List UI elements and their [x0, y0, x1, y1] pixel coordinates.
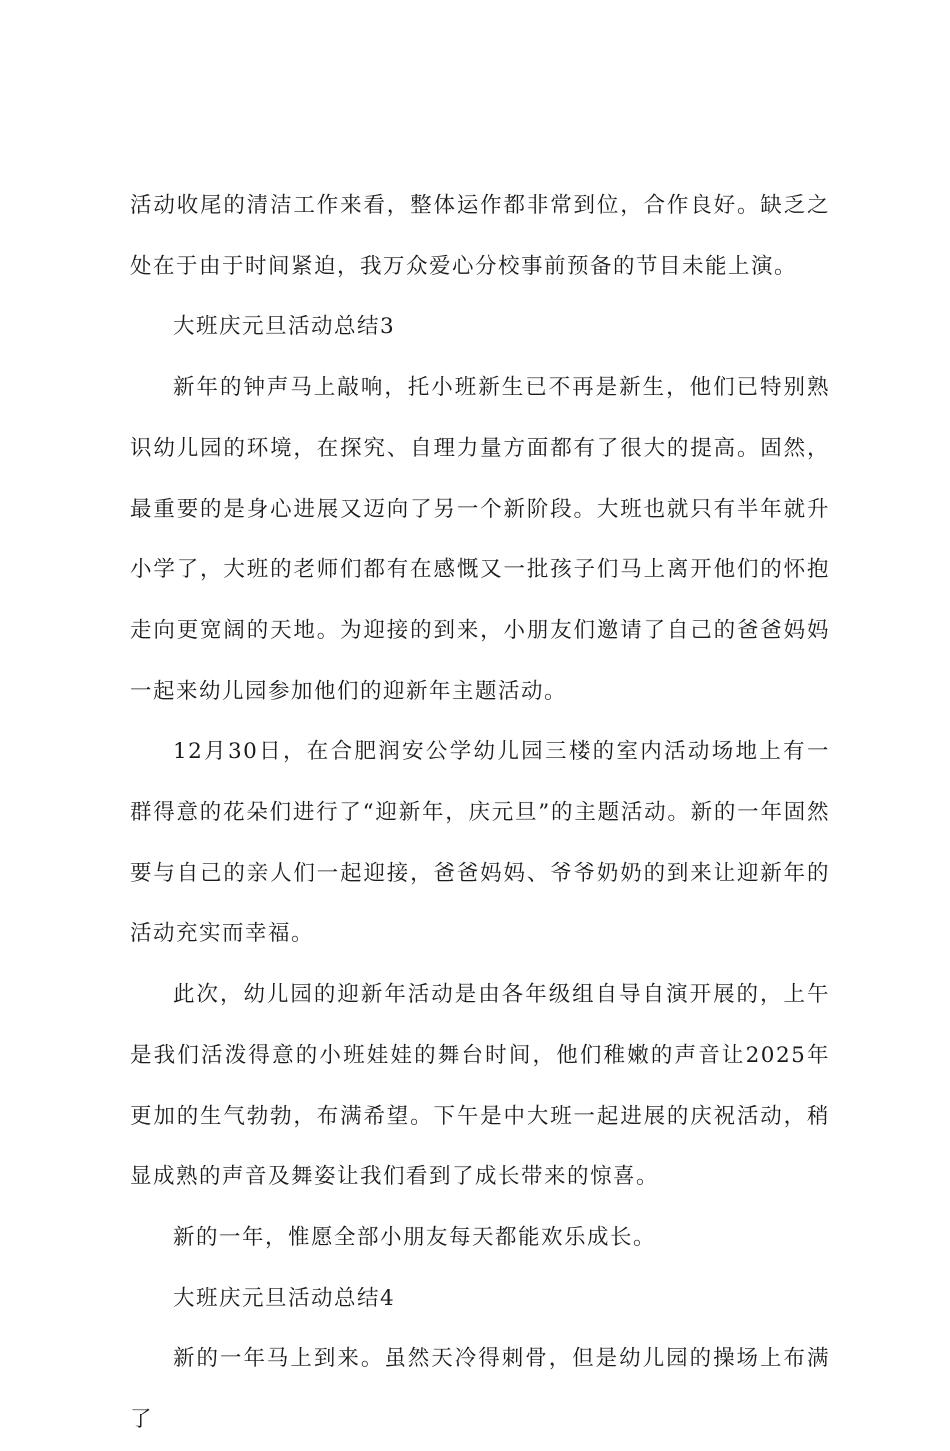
paragraph-december-30: 12月30日，在合肥润安公学幼儿园三楼的室内活动场地上有一群得意的花朵们进行了“迎新年，庆元旦”的主题活动。新的一年固然要与自己的亲人们一起迎接，爸爸妈妈、爷爷奶奶的到来让迎新年的活动充实而幸福。: [130, 739, 830, 947]
paragraph-continued: 活动收尾的清洁工作来看，整体运作都非常到位，合作良好。缺乏之处在于由于时间紧迫，我万众爱心分校事前预备的节目未能上演。: [130, 193, 830, 279]
paragraph-new-year-wish: 新的一年，惟愿全部小朋友每天都能欢乐成长。: [173, 1224, 657, 1250]
paragraph-new-year-bell: 新年的钟声马上敲响，托小班新生已不再是新生，他们已特别熟识幼儿园的环境，在探究、自理力量方面都有了很大的提高。固然，最重要的是身心进展又迈向了另一个新阶段。大班也就只有半年就升小学了，大班的老师们都有在感慨又一批孩子们马上离开他们的怀抱走向更宽阔的天地。为迎接的到来，小朋友们邀请了自己的爸爸妈妈一起来幼儿园参加他们的迎新年主题活动。: [130, 375, 830, 704]
document-body: [130, 176, 830, 1451]
section-heading-3: 大班庆元旦活动总结3: [173, 314, 396, 340]
paragraph-this-activity: 此次，幼儿园的迎新年活动是由各年级组自导自演开展的，上午是我们活泼得意的小班娃娃的舞台时间，他们稚嫩的声音让2025年更加的生气勃勃，布满希望。下午是中大班一起进展的庆祝活动，稍显成熟的声音及舞姿让我们看到了成长带来的惊喜。: [130, 982, 830, 1190]
paragraph-new-year-coming: 新的一年马上到来。虽然天冷得刺骨，但是幼儿园的操场上布满了: [130, 1346, 830, 1433]
section-heading-4: 大班庆元旦活动总结4: [173, 1285, 396, 1311]
